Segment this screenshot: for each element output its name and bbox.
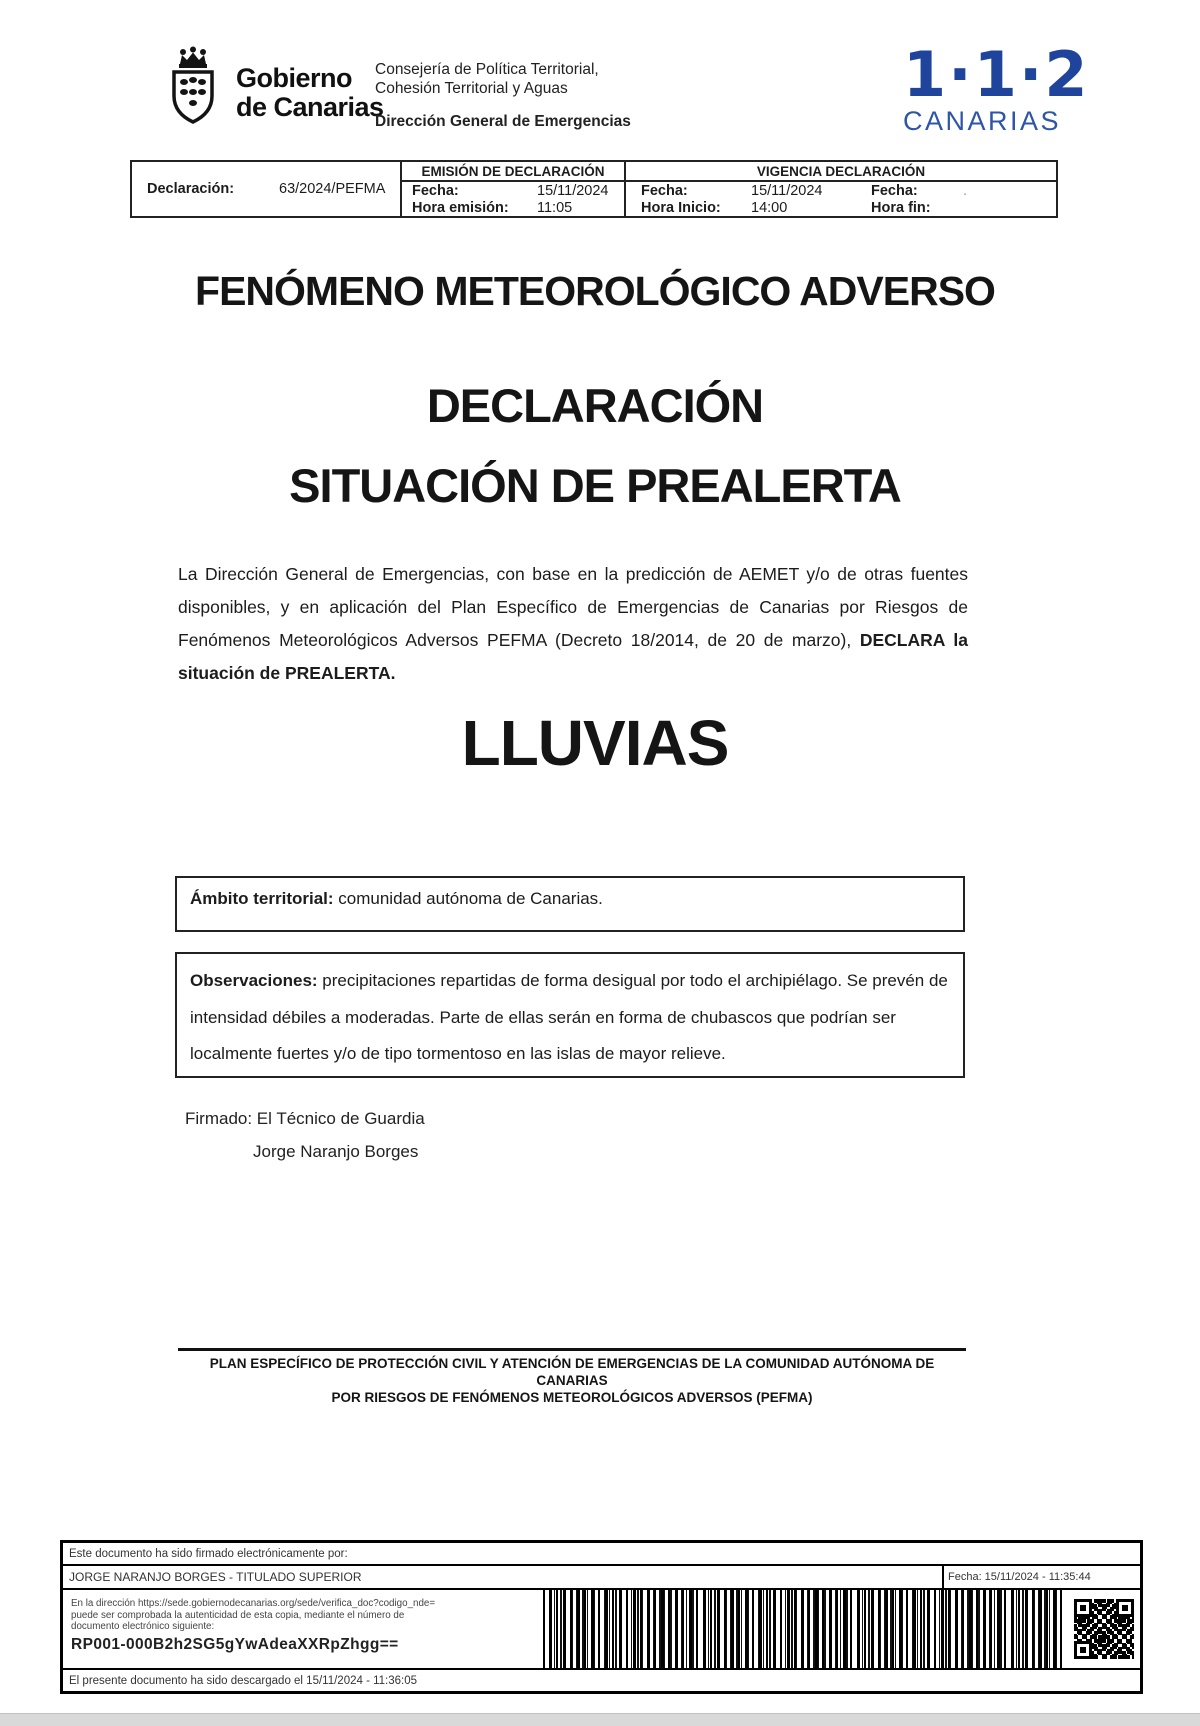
- observations-text: precipitaciones repartidas de forma desigual por todo el archipiélago. Se prevén de intensidad débiles a moderadas. Parte de ellas serán en forma de chubascos que podrían ser localmente fuertes y/o de tipo tormentoso en las islas de mayor relieve.: [190, 971, 948, 1063]
- validity-end-time-label: Hora fin:: [871, 200, 931, 216]
- validity-start-date-value: 15/11/2024: [751, 183, 823, 199]
- logo-112-region: CANARIAS: [903, 106, 1062, 136]
- validity-end-date-value: .: [963, 183, 968, 199]
- signer-name: JORGE NARANJO BORGES - TITULADO SUPERIOR: [69, 1570, 362, 1584]
- validity-start-time-label: Hora Inicio:: [641, 200, 721, 216]
- signed-by-line2: Jorge Naranjo Borges: [253, 1142, 419, 1161]
- territorial-scope-box: [175, 876, 965, 932]
- emission-time-value: 11:05: [537, 200, 573, 216]
- validity-start-time-value: 14:00: [751, 200, 788, 216]
- plan-footer-line1: PLAN ESPECÍFICO DE PROTECCIÓN CIVIL Y ATENCIÓN DE EMERGENCIAS DE LA COMUNIDAD AUTÓNOMA DE CANARIAS: [209, 1356, 935, 1388]
- emergency-112-logo: [903, 38, 1090, 137]
- plan-footer: [178, 1348, 966, 1406]
- declaration-number-cell: [132, 162, 400, 216]
- document-code: RP001-000B2h2SG5gYwAdeaXXRpZhgg==: [71, 1635, 399, 1653]
- validity-cell: [624, 162, 1056, 216]
- validity-start-date-label: Fecha:: [641, 183, 688, 199]
- verification-cell: [63, 1590, 545, 1668]
- emission-time-label: Hora emisión:: [412, 200, 509, 216]
- paragraph-regular: La Dirección General de Emergencias, con base en la predicción de AEMET y/o de otras fuentes disponibles, y en aplicación del Plan Específico de Emergencias de Canarias por Riesgos de Fenómenos Meteorológicos Adversos PEFMA (Decreto 18/2014, de 20 de marzo),: [178, 564, 968, 650]
- validity-end-date-label: Fecha:: [871, 183, 918, 199]
- downloaded-text: El presente documento ha sido descargado el 15/11/2024 - 11:36:05: [69, 1675, 418, 1687]
- phenomenon-title: LLUVIAS: [461, 707, 729, 779]
- declaration-label: Declaración:: [147, 181, 235, 197]
- qr-code: [1074, 1599, 1134, 1659]
- declaration-info-table: [130, 160, 1058, 218]
- signed-by-line1: Firmado: El Técnico de Guardia: [185, 1109, 425, 1128]
- government-name: [236, 64, 384, 122]
- page-bottom-edge: [0, 1713, 1200, 1726]
- observations-box: [175, 952, 965, 1078]
- situation-title: SITUACIÓN DE PREALERTA: [289, 459, 901, 512]
- signed-by-block: [185, 1102, 425, 1168]
- territorial-scope-label: Ámbito territorial:: [190, 889, 334, 908]
- canarias-coat-of-arms-icon: [160, 46, 226, 124]
- signed-electronically-label: Este documento ha sido firmado electrónicamente por:: [63, 1543, 1140, 1566]
- declaration-title: DECLARACIÓN: [426, 379, 764, 432]
- electronic-signature-block: [60, 1540, 1143, 1694]
- verify-text-line1: En la dirección https://sede.gobiernodecanarias.org/sede/verifica_doc?codigo_nde=: [71, 1598, 436, 1609]
- paragraph-bold: DECLARA la situación de PREALERTA.: [178, 630, 969, 683]
- barcode: [549, 1590, 1064, 1668]
- gov-name-line1: Gobierno: [236, 63, 352, 93]
- plan-footer-line2: POR RIESGOS DE FENÓMENOS METEOROLÓGICOS ADVERSOS (PEFMA): [331, 1390, 813, 1405]
- emission-date-value: 15/11/2024: [537, 183, 609, 199]
- government-header: [160, 46, 384, 124]
- observations-label: Observaciones:: [190, 971, 318, 990]
- declaration-paragraph: [178, 558, 968, 690]
- declaration-value: 63/2024/PEFMA: [279, 181, 386, 197]
- main-title: FENÓMENO METEOROLÓGICO ADVERSO: [195, 268, 995, 314]
- verify-text-line2: puede ser comprobada la autenticidad de esta copia, mediante el número de: [71, 1609, 405, 1621]
- validity-header: VIGENCIA DECLARACIÓN: [626, 162, 1056, 182]
- emission-date-label: Fecha:: [412, 183, 459, 199]
- emission-cell: [400, 162, 624, 216]
- logo-112-number: 1·1·2: [903, 38, 1090, 111]
- directorate-name: Dirección General de Emergencias: [375, 113, 631, 130]
- department-block: [375, 60, 705, 131]
- emission-header: EMISIÓN DE DECLARACIÓN: [402, 162, 624, 182]
- gov-name-line2: de Canarias: [236, 92, 384, 122]
- qr-code-container: [1068, 1590, 1140, 1668]
- department-line1: Consejería de Política Territorial,: [375, 61, 599, 78]
- department-line2: Cohesión Territorial y Aguas: [375, 80, 568, 97]
- territorial-scope-text: comunidad autónoma de Canarias.: [333, 889, 603, 908]
- signature-date: Fecha: 15/11/2024 - 11:35:44: [942, 1566, 1140, 1588]
- verify-text-line3: documento electrónico siguiente:: [71, 1621, 215, 1632]
